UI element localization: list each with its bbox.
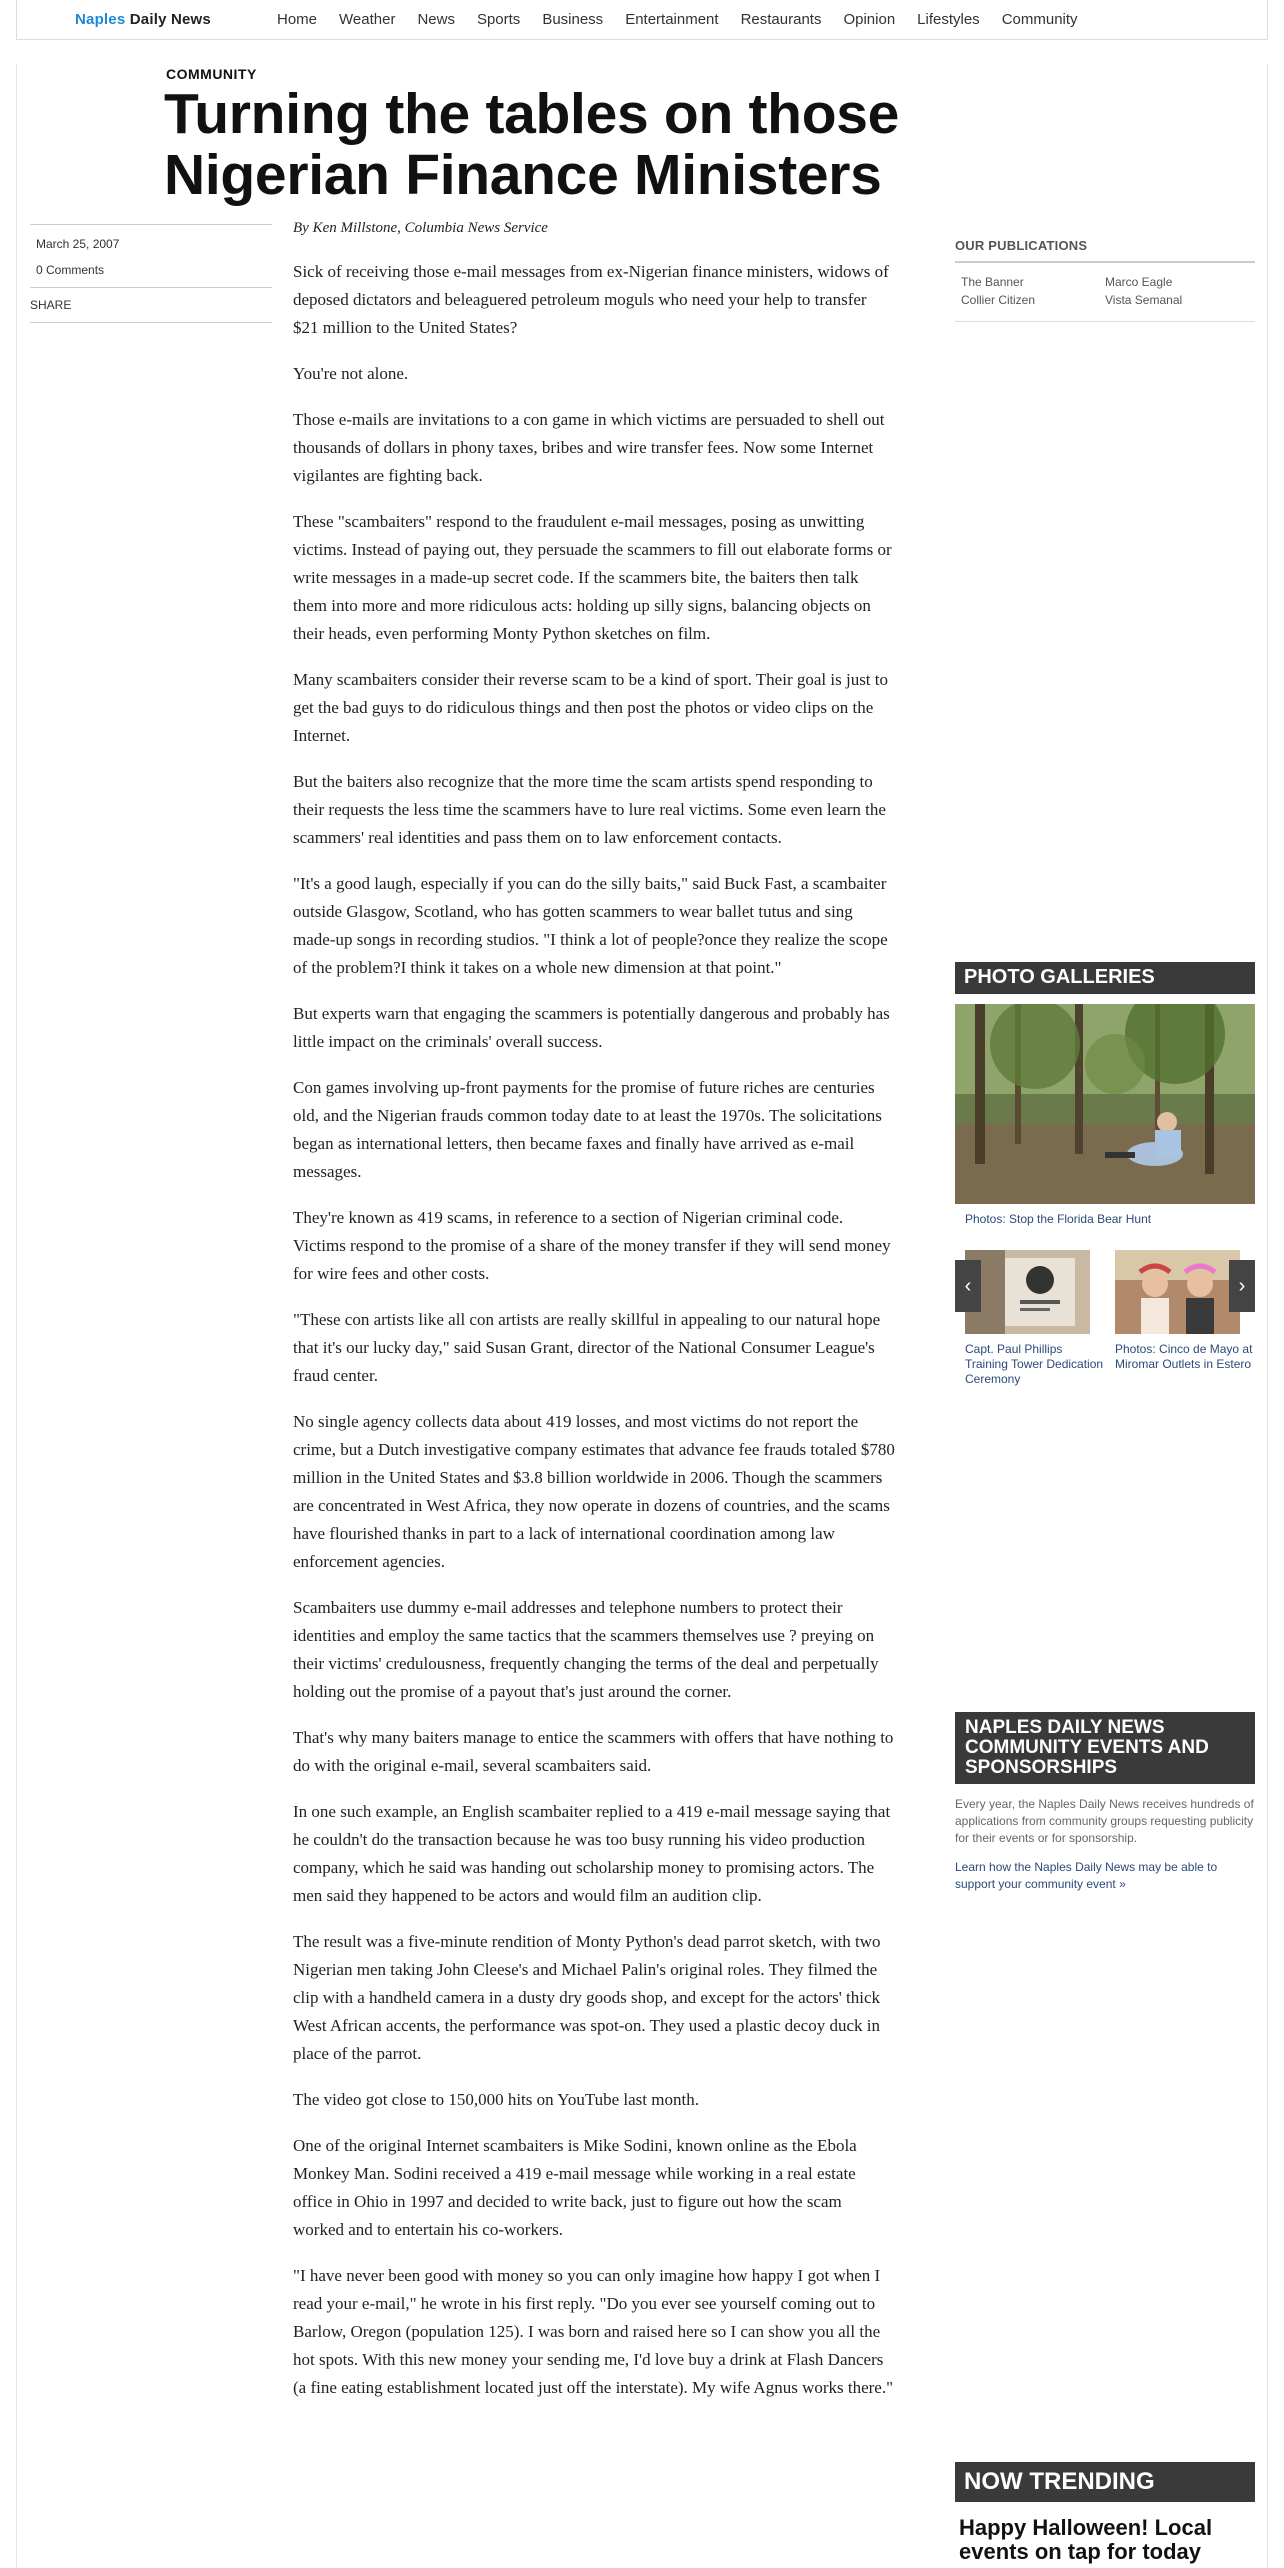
gallery-thumb[interactable] [965, 1250, 1105, 1387]
events-header: NAPLES DAILY NEWS COMMUNITY EVENTS AND SPONSORSHIPS [955, 1712, 1255, 1784]
nav-opinion[interactable]: Opinion [843, 11, 896, 28]
gallery-thumb-caption: Capt. Paul Phillips Training Tower Dedication Ceremony [965, 1342, 1104, 1386]
article-paragraph: One of the original Internet scambaiters is Mike Sodini, known online as the Ebola Monkey Man. Sodini received a 419 e-mail message while working in a real estate office in Ohio in 1997 and decided to write back, just to figure out how the scam worked and to entertain his co-workers. [293, 2136, 857, 2239]
article-body [293, 258, 895, 2420]
gallery-thumb-caption: Photos: Cinco de Mayo at Miromar Outlets in Estero [1115, 1342, 1253, 1371]
nav-entertainment[interactable]: Entertainment [625, 11, 719, 28]
now-trending-panel [955, 2462, 1255, 2564]
carousel-prev-button[interactable]: ‹ [955, 1260, 981, 1312]
brand-part2: Daily News [129, 11, 211, 28]
article-headline: Turning the tables on those Nigerian Finance Ministers [164, 82, 900, 207]
nav-news[interactable]: News [417, 11, 455, 28]
article-paragraph: Sick of receiving those e-mail messages from ex-Nigerian finance ministers, widows of deposed dictators and beleaguered petroleum moguls who need your help to transfer $21 million to the United States? [293, 262, 889, 337]
trending-header: NOW TRENDING [955, 2462, 1255, 2502]
publication-link[interactable]: Collier Citizen [961, 293, 1036, 307]
site-logo[interactable] [75, 11, 211, 28]
brand-part1: Naples [75, 11, 126, 28]
gallery-hero-image[interactable] [955, 1004, 1255, 1204]
gallery-thumb-image [965, 1250, 1090, 1334]
publication-link[interactable]: Marco Eagle [1105, 275, 1173, 289]
article-paragraph: Scambaiters use dummy e-mail addresses and telephone numbers to protect their identities and employ the same tactics that the scammers themselves use ? preying on their victims' credulousness, frequently changing the terms of the deal and perpetually holding out the promise of a payout that's just around the corner. [293, 1598, 879, 1701]
article-paragraph: You're not alone. [293, 364, 409, 383]
article-paragraph: But experts warn that engaging the scammers is potentially dangerous and probably has little impact on the criminals' overall success. [293, 1004, 890, 1051]
article-paragraph: Those e-mails are invitations to a con game in which victims are persuaded to shell out thousands of dollars in phony taxes, bribes and wire transfer fees. Now some Internet vigilantes are fighting back. [293, 410, 885, 485]
nav-community[interactable]: Community [1001, 11, 1078, 28]
article-paragraph: They're known as 419 scams, in reference to a section of Nigerian criminal code. Victims respond to the promise of a share of the money transfer if they will send money for wire fees and other costs. [293, 1208, 891, 1283]
publications-header: OUR PUBLICATIONS [955, 238, 1255, 263]
share-button[interactable]: SHARE [30, 298, 72, 312]
article-date: March 25, 2007 [36, 237, 120, 251]
article-paragraph: "These con artists like all con artists are really skillful in appealing to our natural hope that it's our lucky day," said Susan Grant, director of the National Consumer League's fraud center. [293, 1310, 881, 1385]
comments-link[interactable]: 0 Comments [36, 263, 105, 277]
article-paragraph: But the baiters also recognize that the more time the scam artists spend responding to their requests the less time the scammers have to lure real victims. Some even learn the scammers' real identities and pass them on to law enforcement contacts. [293, 772, 886, 847]
article-paragraph: "It's a good laugh, especially if you can do the silly baits," said Buck Fast, a scambaiter outside Glasgow, Scotland, who has gotten scammers to wear ballet tutus and sing made-up songs in recording studios. "I think a lot of people?once they realize the scope of the problem?I think it takes on a whole new dimension at that point." [293, 874, 888, 977]
nav-lifestyles[interactable]: Lifestyles [917, 11, 980, 28]
galleries-header: PHOTO GALLERIES [955, 962, 1255, 994]
article-paragraph: The result was a five-minute rendition of Monty Python's dead parrot sketch, with two Nigerian men taking John Cleese's and Michael Palin's original roles. They filmed the clip with a handheld camera in a dusty dry goods shop, and except for the actors' thick West African accents, the performance was spot-on. They used a plastic decoy duck in place of the parrot. [293, 1932, 881, 2063]
publication-link[interactable]: The Banner [961, 275, 1024, 289]
publications-panel [955, 238, 1255, 322]
gallery-hero-caption[interactable]: Photos: Stop the Florida Bear Hunt [965, 1212, 1152, 1226]
article-paragraph: No single agency collects data about 419 losses, and most victims do not report the crime, but a Dutch investigative company estimates that advance fee frauds totaled $780 million in the United States and $3.8 billion worldwide in 2006. Though the scammers are concentrated in West Africa, they now operate in dozens of countries, and the scams have flourished thanks in part to a lack of international coordination among law enforcement agencies. [293, 1412, 895, 1571]
article-paragraph: In one such example, an English scambaiter replied to a 419 e-mail message saying that he couldn't do the transaction because he was too busy running his video production company, which he said was handing out scholarship money to promising actors. The men said they happened to be actors and would film an audition clip. [293, 1802, 891, 1905]
gallery-carousel [955, 1250, 1255, 1400]
photo-galleries [955, 962, 1255, 1400]
community-events-panel [955, 1712, 1255, 1893]
events-learn-more-link[interactable]: Learn how the Naples Daily News may be able to support your community event » [955, 1860, 1218, 1891]
nav-business[interactable]: Business [542, 11, 604, 28]
events-description: Every year, the Naples Daily News receives hundreds of applications from community groups requesting publicity for their events or for sponsorship. [955, 1797, 1254, 1845]
nav-sports[interactable]: Sports [476, 11, 521, 28]
nav-weather[interactable]: Weather [339, 11, 396, 28]
article-paragraph: These "scambaiters" respond to the fraudulent e-mail messages, posing as unwitting victims. Instead of paying out, they persuade the scammers to fill out elaborate forms or write messages in a made-up secret code. If the scammers bite, the baiters then talk them into more and more ridiculous acts: holding up silly signs, balancing objects on their heads, even performing Monty Python sketches on film. [293, 512, 892, 643]
publication-link[interactable]: Vista Semanal [1105, 293, 1183, 307]
article-paragraph: Many scambaiters consider their reverse scam to be a kind of sport. Their goal is just to get the bad guys to do ridiculous things and then post the photos or video clips on the Internet. [293, 670, 888, 745]
section-label[interactable]: COMMUNITY [166, 66, 257, 82]
article-byline: By Ken Millstone, Columbia News Service [293, 220, 548, 236]
top-nav-bar [16, 0, 1268, 40]
article-paragraph: Con games involving up-front payments for the promise of future riches are centuries old, and the Nigerian frauds common today date to at least the 1970s. The solicitations began as international letters, then became faxes and finally have arrived as e-mail messages. [293, 1078, 882, 1181]
main-nav [277, 11, 1100, 28]
carousel-next-button[interactable]: › [1229, 1260, 1255, 1312]
article-paragraph: That's why many baiters manage to entice the scammers with offers that have nothing to do with the original e-mail, several scambaiters said. [293, 1728, 894, 1775]
article-meta [30, 224, 272, 323]
nav-home[interactable]: Home [277, 11, 318, 28]
article-paragraph: The video got close to 150,000 hits on YouTube last month. [293, 2090, 699, 2109]
gallery-thumb-image [1115, 1250, 1240, 1334]
trending-item[interactable]: Happy Halloween! Local events on tap for today [959, 2515, 1213, 2564]
nav-restaurants[interactable]: Restaurants [740, 11, 822, 28]
article-paragraph: "I have never been good with money so you can only imagine how happy I got when I read your e-mail," he wrote in his first reply. "Do you ever see yourself coming out to Barlow, Oregon (population 125). I was born and raised here so I can show you all the hot spots. With this new money your sending me, I'd love buy a drink at Flash Dancers (a fine eating establishment located just off the interstate). My wife Agnus works there." [293, 2266, 894, 2397]
